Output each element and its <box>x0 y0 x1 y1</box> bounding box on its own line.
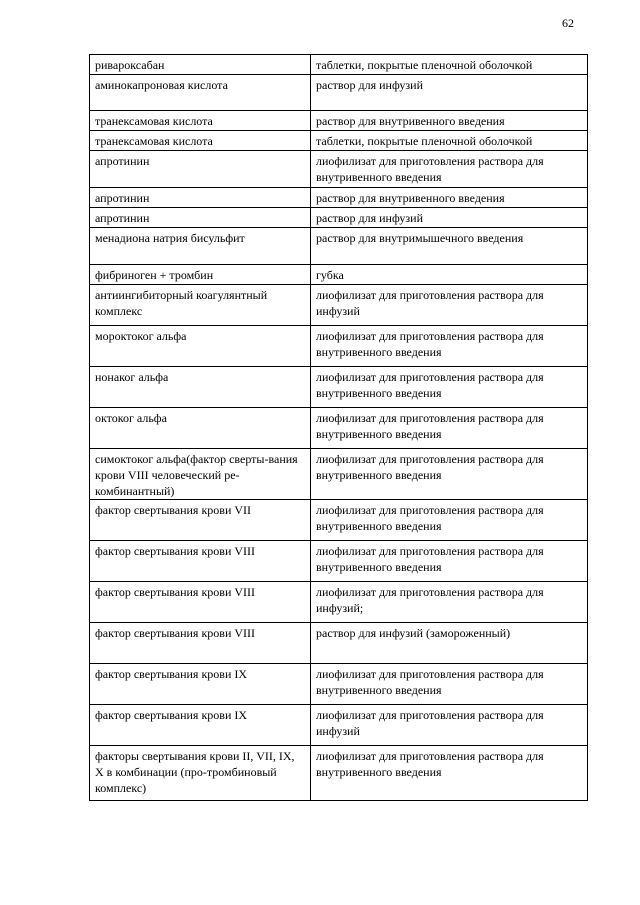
table-row <box>90 705 588 746</box>
dosage-form-cell: лиофилизат для приготовления раствора для внутривенного введения <box>311 449 588 500</box>
table-row <box>90 188 588 208</box>
dosage-form-cell: таблетки, покрытые пленочной оболочкой <box>311 55 588 75</box>
table-row <box>90 228 588 265</box>
drug-name-cell: аминокапроновая кислота <box>90 75 311 111</box>
drug-name-cell: ривароксабан <box>90 55 311 75</box>
dosage-form-cell: лиофилизат для приготовления раствора для внутривенного введения <box>311 664 588 705</box>
drug-table <box>89 54 588 801</box>
dosage-form-cell: таблетки, покрытые пленочной оболочкой <box>311 131 588 151</box>
dosage-form-cell: раствор для внутримышечного введения <box>311 228 588 265</box>
table-row <box>90 408 588 449</box>
drug-name-cell: апротинин <box>90 208 311 228</box>
drug-name-cell: фактор свертывания крови IX <box>90 664 311 705</box>
table-row <box>90 623 588 664</box>
drug-name-cell: факторы свертывания крови II, VII, IX, X в комбинации (про-тромбиновый комплекс) <box>90 746 311 801</box>
table-body <box>90 55 588 801</box>
table-row <box>90 326 588 367</box>
drug-name-cell: мороктоког альфа <box>90 326 311 367</box>
dosage-form-cell: раствор для внутривенного введения <box>311 111 588 131</box>
drug-name-cell: фактор свертывания крови VII <box>90 500 311 541</box>
table-row <box>90 541 588 582</box>
dosage-form-cell: лиофилизат для приготовления раствора для инфузий <box>311 705 588 746</box>
drug-name-cell: нонаког альфа <box>90 367 311 408</box>
drug-name-cell: октоког альфа <box>90 408 311 449</box>
drug-name-cell: менадиона натрия бисульфит <box>90 228 311 265</box>
dosage-form-cell: раствор для инфузий (замороженный) <box>311 623 588 664</box>
drug-name-cell: фактор свертывания крови IX <box>90 705 311 746</box>
table-row <box>90 75 588 111</box>
drug-name-cell: фактор свертывания крови VIII <box>90 582 311 623</box>
table-row <box>90 367 588 408</box>
dosage-form-cell: лиофилизат для приготовления раствора для инфузий <box>311 285 588 326</box>
table-row <box>90 131 588 151</box>
dosage-form-cell: раствор для внутривенного введения <box>311 188 588 208</box>
drug-name-cell: симоктоког альфа(фактор сверты-вания крови VIII человеческий ре-комбинантный) <box>90 449 311 500</box>
table-row <box>90 582 588 623</box>
table-row <box>90 55 588 75</box>
drug-name-cell: транексамовая кислота <box>90 111 311 131</box>
dosage-form-cell: лиофилизат для приготовления раствора для внутривенного введения <box>311 500 588 541</box>
drug-name-cell: апротинин <box>90 188 311 208</box>
drug-name-cell: антиингибиторный коагулянтный комплекс <box>90 285 311 326</box>
page-number: 62 <box>562 16 574 30</box>
drug-name-cell: фактор свертывания крови VIII <box>90 541 311 582</box>
table-row <box>90 151 588 188</box>
table-row <box>90 265 588 285</box>
dosage-form-cell: лиофилизат для приготовления раствора для внутривенного введения <box>311 408 588 449</box>
table-row <box>90 664 588 705</box>
table-row <box>90 208 588 228</box>
dosage-form-cell: раствор для инфузий <box>311 75 588 111</box>
dosage-form-cell: раствор для инфузий <box>311 208 588 228</box>
table-row <box>90 746 588 801</box>
dosage-form-cell: лиофилизат для приготовления раствора для внутривенного введения <box>311 541 588 582</box>
table-row <box>90 449 588 500</box>
dosage-form-cell: лиофилизат для приготовления раствора для внутривенного введения <box>311 367 588 408</box>
dosage-form-cell: лиофилизат для приготовления раствора для внутривенного введения <box>311 746 588 801</box>
dosage-form-cell: лиофилизат для приготовления раствора для внутривенного введения <box>311 326 588 367</box>
drug-name-cell: фибриноген + тромбин <box>90 265 311 285</box>
drug-name-cell: апротинин <box>90 151 311 188</box>
dosage-form-cell: губка <box>311 265 588 285</box>
dosage-form-cell: лиофилизат для приготовления раствора для инфузий; <box>311 582 588 623</box>
table-row <box>90 111 588 131</box>
dosage-form-cell: лиофилизат для приготовления раствора для внутривенного введения <box>311 151 588 188</box>
table-row <box>90 500 588 541</box>
drug-name-cell: фактор свертывания крови VIII <box>90 623 311 664</box>
drug-name-cell: транексамовая кислота <box>90 131 311 151</box>
table-row <box>90 285 588 326</box>
